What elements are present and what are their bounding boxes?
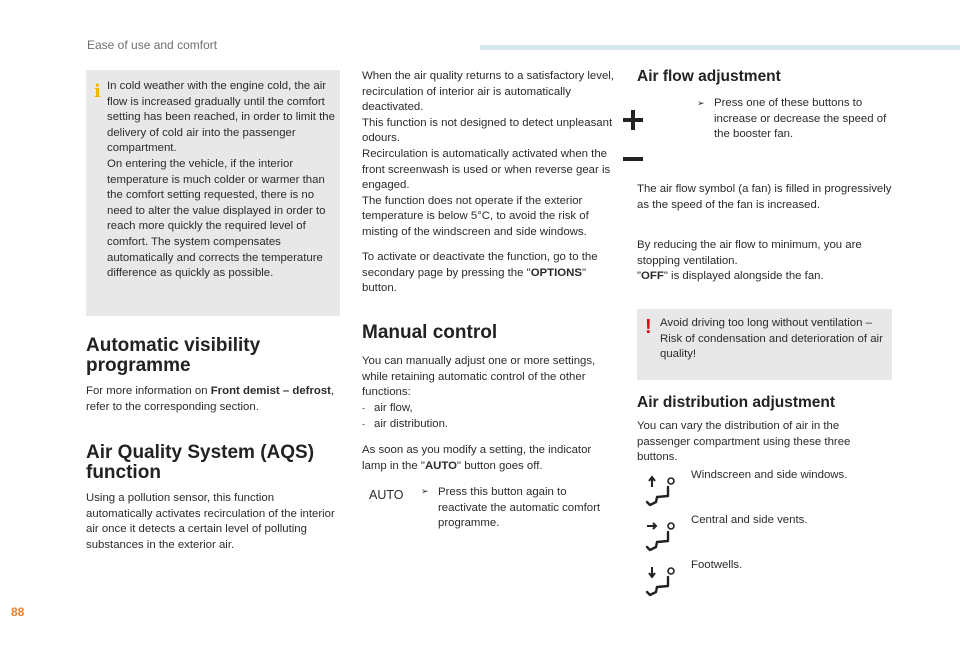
list-item: - air flow, <box>362 402 413 414</box>
options-text: To activate or deactivate the function, go to the secondary page by pressing the "OPTIONS" button. <box>362 251 598 295</box>
info-icon: i <box>94 81 101 102</box>
bullet-arrow-icon: ➢ <box>697 98 705 108</box>
auto-button[interactable]: AUTO <box>369 488 404 502</box>
air-flow-off-text: "OFF" is displayed alongside the fan. <box>637 270 824 282</box>
info-box <box>86 70 340 316</box>
fan-increase-button[interactable] <box>621 107 645 133</box>
windscreen-airflow-icon <box>644 475 678 509</box>
vents-label: Central and side vents. <box>691 514 808 526</box>
section-label: Ease of use and comfort <box>87 38 218 52</box>
warning-text: Avoid driving too long without ventilation – Risk of condensation and deterioration of air quality! <box>660 317 883 361</box>
aqs-title: Air Quality System (AQS) function <box>86 442 315 483</box>
footwell-airflow-icon <box>644 565 678 599</box>
header-bar <box>480 45 960 50</box>
fan-decrease-button[interactable] <box>621 152 645 166</box>
modify-text: As soon as you modify a setting, the indicator lamp in the "AUTO" button goes off. <box>362 444 592 472</box>
warning-icon: ! <box>645 316 652 338</box>
vents-distribution-button[interactable] <box>644 520 678 554</box>
aqs-text: Using a pollution sensor, this function automatically activates recirculation of the interior air once it detects a certain level of polluting substances in the exterior air. <box>86 492 335 551</box>
air-distribution-title: Air distribution adjustment <box>637 394 836 411</box>
windscreen-label: Windscreen and side windows. <box>691 469 848 481</box>
auto-instruction: Press this button again to reactivate the automatic comfort programme. <box>438 486 601 530</box>
footwell-label: Footwells. <box>691 559 743 571</box>
air-flow-title: Air flow adjustment <box>637 68 781 85</box>
manual-control-title: Manual control <box>362 322 498 343</box>
footwell-distribution-button[interactable] <box>644 565 678 599</box>
windscreen-distribution-button[interactable] <box>644 475 678 509</box>
automatic-visibility-text: For more information on Front demist – defrost, refer to the corresponding section. <box>86 385 335 413</box>
plus-icon <box>621 107 645 133</box>
aqs-continued-text: When the air quality returns to a satisfactory level, recirculation of interior air is automatically deactivated. This function is not designed to detect unpleasant odours. Recirculation is automatically activated when the front screenwash is used or when reverse gear is engaged. The function does not operate if the exterior temperature is below 5°C, to avoid the risk of misting of the windscreen and side windows. <box>362 70 614 238</box>
air-distribution-intro: You can vary the distribution of air in the passenger compartment using these three buttons. <box>637 420 851 464</box>
manual-control-intro: You can manually adjust one or more settings, while retaining automatic control of the other functions: <box>362 355 596 399</box>
list-item: - air distribution. <box>362 417 449 430</box>
air-flow-reduce-text: By reducing the air flow to minimum, you are stopping ventilation. <box>637 239 862 267</box>
minus-icon <box>621 152 645 166</box>
vents-airflow-icon <box>644 520 678 554</box>
manual-control-list <box>362 401 618 432</box>
automatic-visibility-title: Automatic visibility programme <box>86 335 261 376</box>
air-flow-instruction: Press one of these buttons to increase or decrease the speed of the booster fan. <box>714 97 887 141</box>
page-number: 88 <box>11 605 25 619</box>
bullet-arrow-icon: ➢ <box>421 486 429 496</box>
air-flow-symbol-text: The air flow symbol (a fan) is filled in progressively as the speed of the fan is increased. <box>637 183 892 211</box>
warning-box <box>637 309 892 380</box>
info-text: In cold weather with the engine cold, the air flow is increased gradually until the comfort setting has been reached, in order to limit the delivery of cold air into the passenger compartment. On entering the vehicle, if the interior temperature is much colder or warmer than the comfort setting requested, there is no need to alter the value displayed in order to reach more quickly the required level of comfort. The system compensates automatically and corrects the temperature difference as quickly as possible. <box>107 80 335 280</box>
